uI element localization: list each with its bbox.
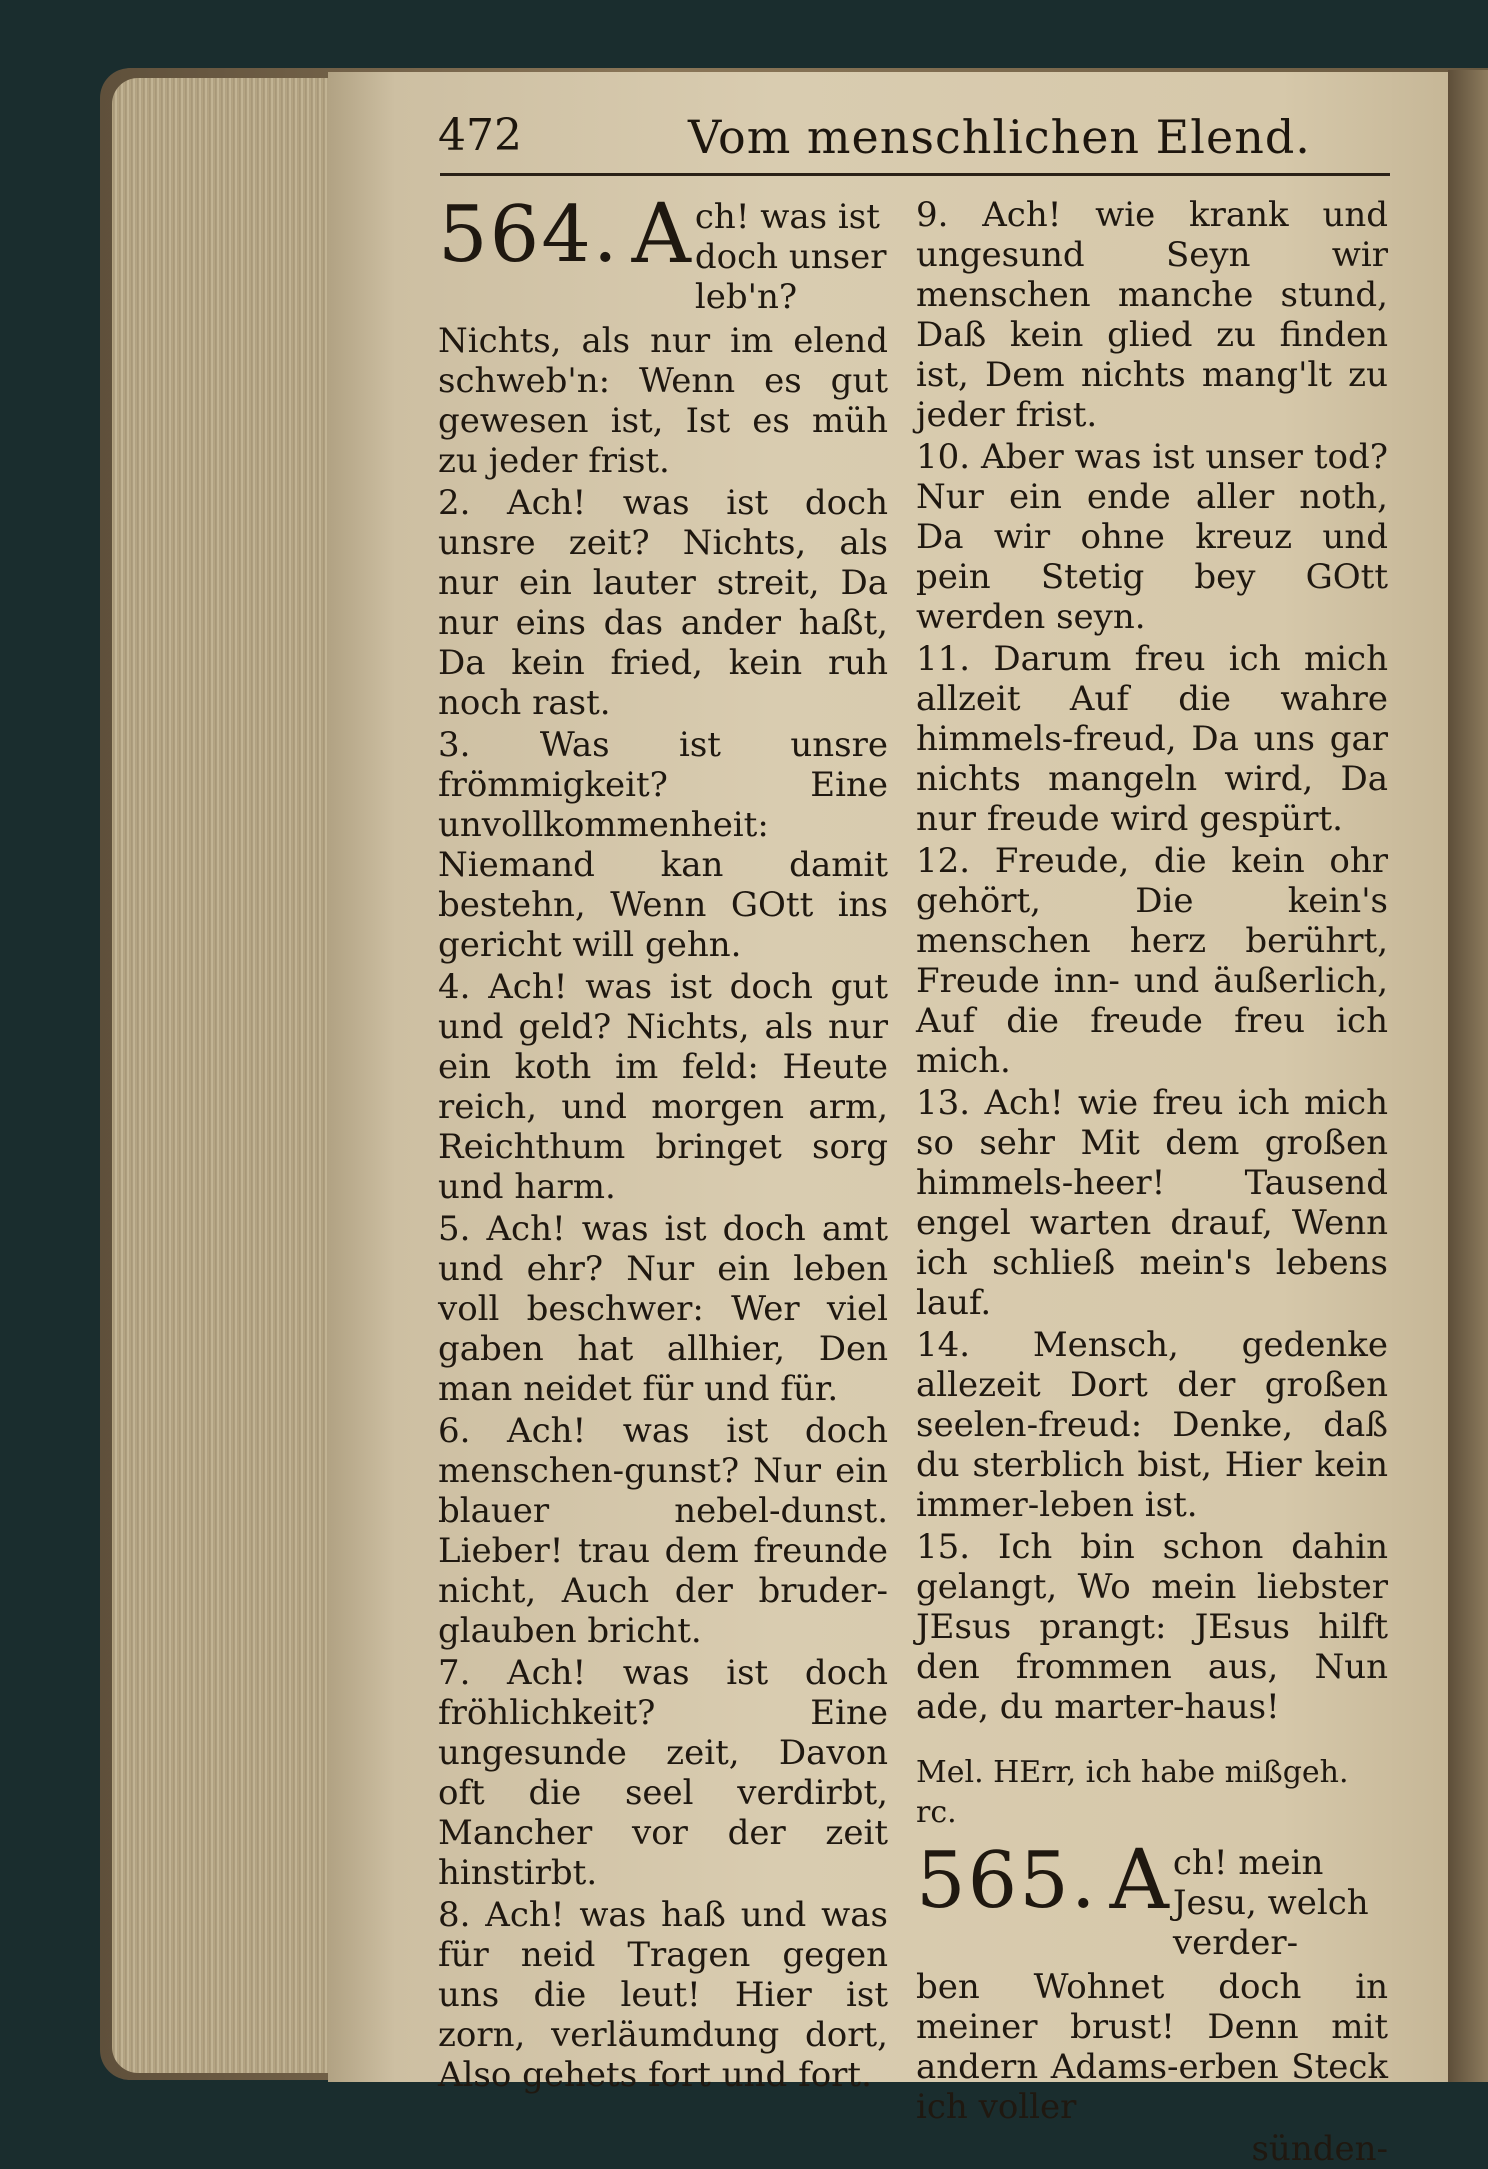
verse-2: 2. Ach! was ist doch unsre zeit? Nichts, als nur ein lauter streit, Da nur eins das ander haßt, Da kein fried, kein ruh noch rast. bbox=[438, 483, 888, 723]
page-header bbox=[438, 110, 1398, 170]
drop-initial: A bbox=[1109, 1833, 1169, 1928]
hymn-565-text: ben Wohnet doch in meiner brust! Denn mit andern Adams-erben Steck ich voller bbox=[916, 1967, 1388, 2127]
verse-11: 11. Darum freu ich mich allzeit Auf die wahre himmels-freud, Da uns gar nichts mangeln wird, Da nur freude wird gespürt. bbox=[916, 639, 1388, 839]
right-column bbox=[916, 195, 1388, 2169]
verse-8: 8. Ach! was haß und was für neid Tragen gegen uns die leut! Hier ist zorn, verläumdung dort, Also gehets fort und fort. bbox=[438, 1895, 888, 2095]
verse-1: Nichts, als nur im elend schweb'n: Wenn es gut gewesen ist, Ist es müh zu jeder frist. bbox=[438, 321, 888, 481]
hymn-number: 564. bbox=[438, 190, 620, 280]
hymn-number: 565. bbox=[916, 1836, 1098, 1926]
hymn-564-start bbox=[438, 187, 888, 317]
catchword: sünden- bbox=[1251, 2129, 1388, 2169]
hymn-565-start bbox=[916, 1833, 1388, 1963]
verse-4: 4. Ach! was ist doch gut und geld? Nichts, als nur ein koth im feld: Heute reich, und morgen arm, Reichthum bringet sorg und harm. bbox=[438, 967, 888, 1207]
verse-14: 14. Mensch, gedenke allezeit Dort der großen seelen-freud: Denke, daß du sterblich bist, Hier kein immer-leben ist. bbox=[916, 1325, 1388, 1525]
verse-6: 6. Ach! was ist doch menschen-gunst? Nur ein blauer nebel-dunst. Lieber! trau dem freunde nicht, Auch der bruder-glauben bricht. bbox=[438, 1411, 888, 1651]
melody-note: Mel. HErr, ich habe mißgeh. rc. bbox=[916, 1755, 1349, 1830]
next-page-edge bbox=[1448, 70, 1488, 2082]
verse-15: 15. Ich bin schon dahin gelangt, Wo mein liebster JEsus prangt: JEsus hilft den frommen aus, Nun ade, du marter-haus! bbox=[916, 1527, 1388, 1727]
verse-7: 7. Ach! was ist doch fröhlichkeit? Eine ungesunde zeit, Davon oft die seel verdirbt, Mancher vor der zeit hinstirbt. bbox=[438, 1653, 888, 1893]
hymn-first-line: ch! mein Jesu, welch verder- bbox=[1172, 1843, 1369, 1963]
verse-9: 9. Ach! wie krank und ungesund Seyn wir menschen manche stund, Daß kein glied zu finden ist, Dem nichts mang'lt zu jeder frist. bbox=[916, 195, 1388, 435]
page-number: 472 bbox=[438, 110, 522, 161]
verse-5: 5. Ach! was ist doch amt und ehr? Nur ein leben voll beschwer: Wer viel gaben hat allhier, Den man neidet für und für. bbox=[438, 1209, 888, 1409]
verse-3: 3. Was ist unsre frömmigkeit? Eine unvollkommenheit: Niemand kan damit bestehn, Wenn GOtt ins gericht will gehn. bbox=[438, 725, 888, 965]
page-edges bbox=[112, 78, 332, 2073]
drop-initial: A bbox=[631, 187, 691, 282]
verse-13: 13. Ach! wie freu ich mich so sehr Mit dem großen himmels-heer! Tausend engel warten drauf, Wenn ich schließ mein's lebens lauf. bbox=[916, 1083, 1388, 1323]
running-title: Vom menschlichen Elend. bbox=[688, 110, 1311, 164]
header-rule bbox=[440, 173, 1390, 176]
verse-10: 10. Aber was ist unser tod? Nur ein ende aller noth, Da wir ohne kreuz und pein Stetig bey GOtt werden seyn. bbox=[916, 437, 1388, 637]
hymn-first-line: ch! was ist doch unser leb'n? bbox=[694, 197, 887, 317]
verse-12: 12. Freude, die kein ohr gehört, Die kein's menschen herz berührt, Freude inn- und äußerlich, Auf die freude freu ich mich. bbox=[916, 841, 1388, 1081]
left-column bbox=[438, 187, 888, 2097]
